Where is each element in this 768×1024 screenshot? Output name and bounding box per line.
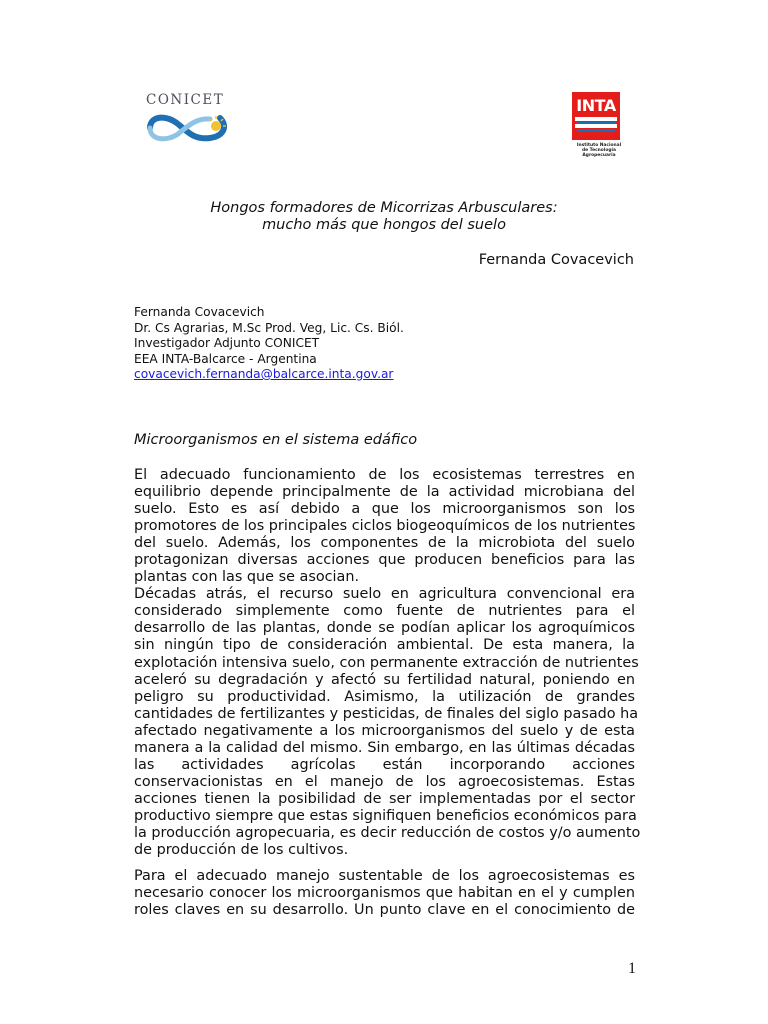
text-line: El adecuado funcionamiento de los ecosistemas terrestres en [134,467,635,483]
text-line: suelo. Esto es así debido a que los microorganismos son los [134,501,635,518]
text-line: promotores de los principales ciclos biogeoquímicos de los nutrientes [134,518,636,535]
text-line: de producción de los cultivos. [134,842,349,859]
inta-logo-box [572,92,620,140]
affiliation-degrees: Dr. Cs Agrarias, M.Sc Prod. Veg, Lic. Cs. Biól. [134,320,404,335]
conicet-logo [144,92,236,148]
conicet-infinity-icon [144,108,234,148]
text-line: equilibrio depende principalmente de la actividad microbiana del [134,484,635,501]
paragraph [134,586,641,859]
text-line: conservacionistas en el manejo de los agroecosistemas. Estas [134,773,635,790]
inta-blue-stripe [577,129,615,132]
text-line: necesario conocer los microorganismos que habitan en el y cumplen [134,885,635,902]
inta-stripe [575,124,617,128]
text-line: plantas con las que se asocian. [134,569,360,586]
document-title [134,200,634,234]
text-line: desarrollo de las plantas, donde se podían aplicar los agroquímicos [134,620,635,637]
author-name: Fernanda Covacevich [478,252,634,268]
text-line: protagonizan diversas acciones que producen beneficios para las [134,552,635,569]
text-line: cantidades de fertilizantes y pesticidas, de finales del siglo pasado ha [134,705,639,722]
text-line: Décadas atrás, el recurso suelo en agricultura convencional era [134,586,635,603]
affiliation-block [134,305,404,383]
paragraph [134,467,635,586]
text-line: las actividades agrícolas están incorporando acciones [134,756,635,773]
text-line: considerado simplemente como fuente de nutrientes para el [134,603,635,620]
email-link[interactable]: covacevich.fernanda@balcarce.inta.gov.ar [134,367,394,381]
text-line: Para el adecuado manejo sustentable de los agroecosistemas es [134,868,635,885]
text-line: la producción agropecuaria, es decir reducción de costos y/o aumento [134,824,641,841]
affiliation-institution: EEA INTA-Balcarce - Argentina [134,351,317,366]
inta-caption-line: Instituto Nacional [576,143,622,148]
inta-logo [568,92,630,162]
inta-logo-text: INTA [576,96,616,115]
text-line: del suelo. Además, los componentes de la microbiota del suelo [134,535,635,552]
body-text [134,467,641,919]
affiliation-position: Investigador Adjunto CONICET [134,336,320,350]
paragraph [134,868,635,919]
text-line: manera a la calidad del mismo. Sin embargo, en las últimas décadas [134,739,635,756]
paragraph-gap [134,859,635,868]
text-line: roles claves en su desarrollo. Un punto clave en el conocimiento de [134,902,635,919]
text-line: explotación intensiva suelo, con permanente extracción de nutrientes [134,654,639,671]
inta-stripe [575,117,617,121]
title-line-1: Hongos formadores de Micorrizas Arbusculares: [210,200,558,216]
affiliation-name: Fernanda Covacevich [134,305,265,319]
text-line: sin ningún tipo de consideración ambiental. De esta manera, la [134,637,635,654]
text-line: aceleró su degradación y afectó su fertilidad natural, poniendo en [134,671,635,688]
inta-logo-caption [568,143,630,159]
conicet-logo-text: CONICET [146,92,225,108]
page-number: 1 [628,960,636,977]
text-line: afectado negativamente a los microorganismos del suelo y de esta [134,722,635,739]
inta-caption-line: de Tecnología Agropecuaria [582,148,616,159]
title-line-2: mucho más que hongos del suelo [262,217,506,233]
text-line: acciones tienen la posibilidad de ser implementadas por el sector [134,790,635,807]
text-line: productivo siempre que estas signifiquen beneficios económicos para [134,807,637,824]
section-heading: Microorganismos en el sistema edáfico [134,432,418,448]
text-line: peligro su productividad. Asimismo, la utilización de grandes [134,688,635,705]
